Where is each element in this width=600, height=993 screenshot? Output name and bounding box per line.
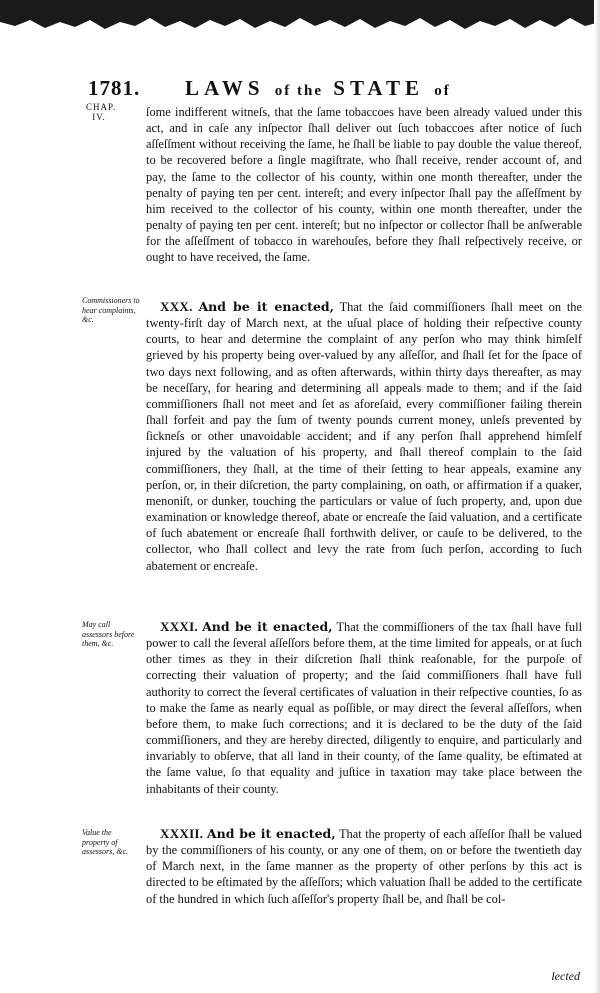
enacting-clause: And be it enacted, [206,826,336,841]
section-number: XXX. [160,299,193,314]
enacting-clause: And be it enacted, [198,299,334,314]
chapter-label: CHAP. [86,102,117,112]
section-xxxii [146,826,582,907]
section-xxx [146,299,582,574]
chapter-marker [86,102,117,122]
catchword: lected [551,969,580,983]
section-body: That the commiſſioners of the tax ſhall have full power to call the ſeveral aſſeſſors before them, at the time limited for appeals, or at ſuch other times as they in their diſcretion ſhall think reaſonable, for the purpoſe of correcting their valuation of property; and the ſaid commiſſioners ſhall have full authority to correct the ſeveral certificates of valuation in their reſpective counties, ſo as to make the ſame as nearly equal as poſſible, or may direct the ſeveral aſſeſſors, when before them, to make ſuch corrections; and it is declared to be the duty of the ſaid commiſſioners, and they are hereby directed, diligently to enquire, and particularly and invariably to obſerve, that all land in their county, of the ſame quality, be eſtimated at the ſame value, ſo that equality and juſtice in taxation may take place between the inhabitants of their county. [146,620,583,796]
section-xxxi [146,619,582,797]
margin-note-commissioners: Commissioners to hear complaints, &c. [82,296,140,324]
section-body: That the ſaid commiſſioners ſhall meet on the twenty-firſt day of March next, at the uſual place of holding their reſpective county courts, to hear and determine the complaint of any perſon who may think himſelf grieved by his property being over-valued by any aſſeſſor, and ſhall ſet for the ſpace of two days next following, and as often afterwards, within thirty days thereafter, as may be neceſſary, for hearing and determining all appeals made to them; and if the ſaid commiſſioners ſhall not meet and ſet as aforeſaid, every commiſſioner failing therein ſhall forfeit and pay the ſum of twenty pounds current money, unleſs prevented by ſickneſs or other unavoidable accident; and if any perſon ſhall apprehend himſelf injured by the valuation of his property, and ſhall thereof complain to the ſaid commiſſioners, they ſhall, at the time of their ſetting to hear appeals, examine any perſon, or, in their diſcretion, the party complaining, on oath, or affirmation if a quaker, menoniſt, or dunker, touching the particulars or value of ſuch property, and, upon due examination or knowledge thereof, abate or encreaſe the ſaid valuation, and a certificate of ſuch abatement or encreaſe ſhall forthwith deliver, or cauſe to be delivered, to the collector, who ſhall collect and levy the rate from ſuch perſon, according to ſuch abatement or encreaſe. [146,300,582,573]
enacting-clause: And be it enacted, [202,619,333,634]
margin-note-value-property: Value the property of assessors, &c. [82,828,129,856]
page-year: 1781. [88,76,141,100]
section-number: XXXII. [160,826,204,841]
section-body: That the property of each aſſeſſor ſhall be valued by the commiſſioners of his county, or any one of them, on or before the twentieth day of March next, in the ſame manner as the property of other perſons by this act is directed to be eſtimated by the aſſeſſors; which valuation ſhall be added to the certificate of the hundred in which ſuch aſſeſſor's property ſhall be, and ſhall be col- [146,827,583,906]
torn-page-edge [0,0,600,40]
paragraph-continuation: ſome indifferent witneſs, that the ſame tobaccoes have been already valued under this act, and in caſe any inſpector ſhall deliver out ſuch tobaccoes after notice of ſuch aſſeſſment without receiving the ſame, he ſhall be liable to pay double the value thereof, to be recovered before a ſingle magiſtrate, who ſhall receive, render account of, and pay, the ſame to the collector of his county, within one month thereafter, under the penalty of paying ten per cent. intereſt; and every inſpector ſhall pay the aſſeſſment by him received to the collector of his county, within one month thereafter, under the penalty of paying ten per cent. intereſt; but no inſpector or collector ſhall be anſwerable for the aſſeſſment of tobacco in warehouſes, before they ſhall reſpectively receive, or ought to have received, the ſame. [146,105,582,265]
title-of-the: of the [274,83,324,99]
section-number: XXXI. [160,619,198,634]
running-title [185,76,451,101]
margin-note-assessors: May call assessors before them, &c. [82,620,135,648]
page-edge-shadow [594,0,600,993]
chapter-number: IV. [92,112,106,122]
title-of: of [434,83,451,99]
title-laws: LAWS [185,76,265,100]
title-state: STATE [333,76,425,100]
page-header [0,76,600,100]
